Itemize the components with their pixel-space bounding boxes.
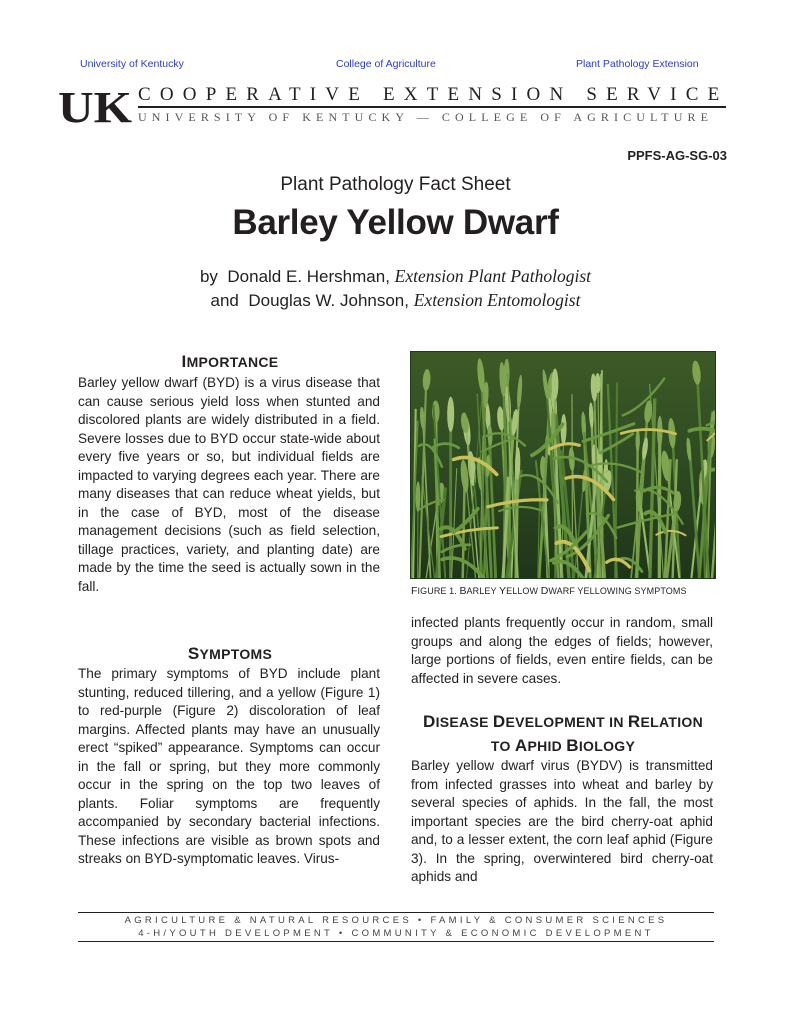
symptoms-heading: SYMPTOMS — [187, 644, 273, 663]
author-line-1 — [0, 266, 791, 287]
series-title: Plant Pathology Fact Sheet — [280, 174, 511, 195]
disease-development-heading: DISEASE DEVELOPMENT IN RELATION TO APHID BIOLOGY — [422, 712, 704, 755]
author-line-2 — [0, 290, 791, 311]
importance-heading: IMPORTANCE — [181, 352, 279, 371]
uk-logo — [58, 86, 132, 126]
footer-line-2: 4-H/YOUTH DEVELOPMENT • COMMUNITY & ECONOMIC DEVELOPMENT — [138, 928, 654, 939]
author-prefix: and — [210, 291, 239, 310]
header-rule — [138, 106, 726, 108]
symptoms-continued-text: infected plants frequently occur in random, small groups and along the edges of fields; however, large portions of fields, even entire fields, can be affected in severe cases. — [411, 615, 713, 686]
plant-pathology-link[interactable]: Plant Pathology Extension — [576, 58, 699, 70]
document-code: PPFS-AG-SG-03 — [627, 148, 727, 163]
university-link[interactable]: University of Kentucky — [80, 58, 184, 70]
author-prefix: by — [199, 267, 218, 286]
author-role: Extension Entomologist — [413, 290, 581, 310]
service-title: COOPERATIVE EXTENSION SERVICE — [138, 84, 729, 105]
author-role: Extension Plant Pathologist — [394, 266, 592, 286]
barley-field-photo — [410, 351, 716, 579]
page-title: Barley Yellow Dwarf — [232, 203, 559, 242]
figure-caption: FIGURE 1. BARLEY YELLOW DWARF YELLOWING SYMPTOMS — [411, 585, 687, 597]
footer-line-1: AGRICULTURE & NATURAL RESOURCES • FAMILY & CONSUMER SCIENCES — [124, 915, 668, 926]
college-link[interactable]: College of Agriculture — [336, 58, 436, 70]
disease-development-text: Barley yellow dwarf virus (BYDV) is transmitted from infected grasses into wheat and barley by several species of aphids. In the fall, the most important species are the bird cherry-oat aphid and, to a lesser extent, the corn leaf aphid (Figure 3). In the spring, overwintered bird cherry-oat aphids and — [411, 758, 713, 884]
footer-rule-bottom — [78, 941, 714, 942]
importance-text: Barley yellow dwarf (BYD) is a virus disease that can cause serious yield loss when stunted and discolored plants are widely distributed in a field. Severe losses due to BYD occur state-wide about every five years or so, but individual fields are impacted to varying degrees each year. There are many diseases that can reduce wheat yields, but in the case of BYD, most of the disease management decisions (such as field selection, tillage practices, variety, and planting date) are made by the time the seed is actually sown in the fall. — [78, 375, 380, 594]
uk-logo-text: UK — [58, 86, 132, 126]
author-name: Douglas W. Johnson, — [248, 291, 409, 310]
service-subtitle: UNIVERSITY OF KENTUCKY — COLLEGE OF AGRICULTURE — [138, 110, 714, 124]
symptoms-text: The primary symptoms of BYD include plant stunting, reduced tillering, and a yellow (Figure 1) to red-purple (Figure 2) discoloration of leaf margins. Affected plants may have an unusually erect “spiked” appearance. Symptoms can occur in the fall or spring, but they more commonly occur in the spring on the top two leaves of plants. Foliar symptoms are frequently accompanied by secondary bacterial infections. These infections are visible as brown spots and streaks on BYD-symptomatic leaves. Virus- — [78, 666, 380, 866]
author-name: Donald E. Hershman, — [227, 267, 390, 286]
footer-rule-top — [78, 912, 714, 913]
